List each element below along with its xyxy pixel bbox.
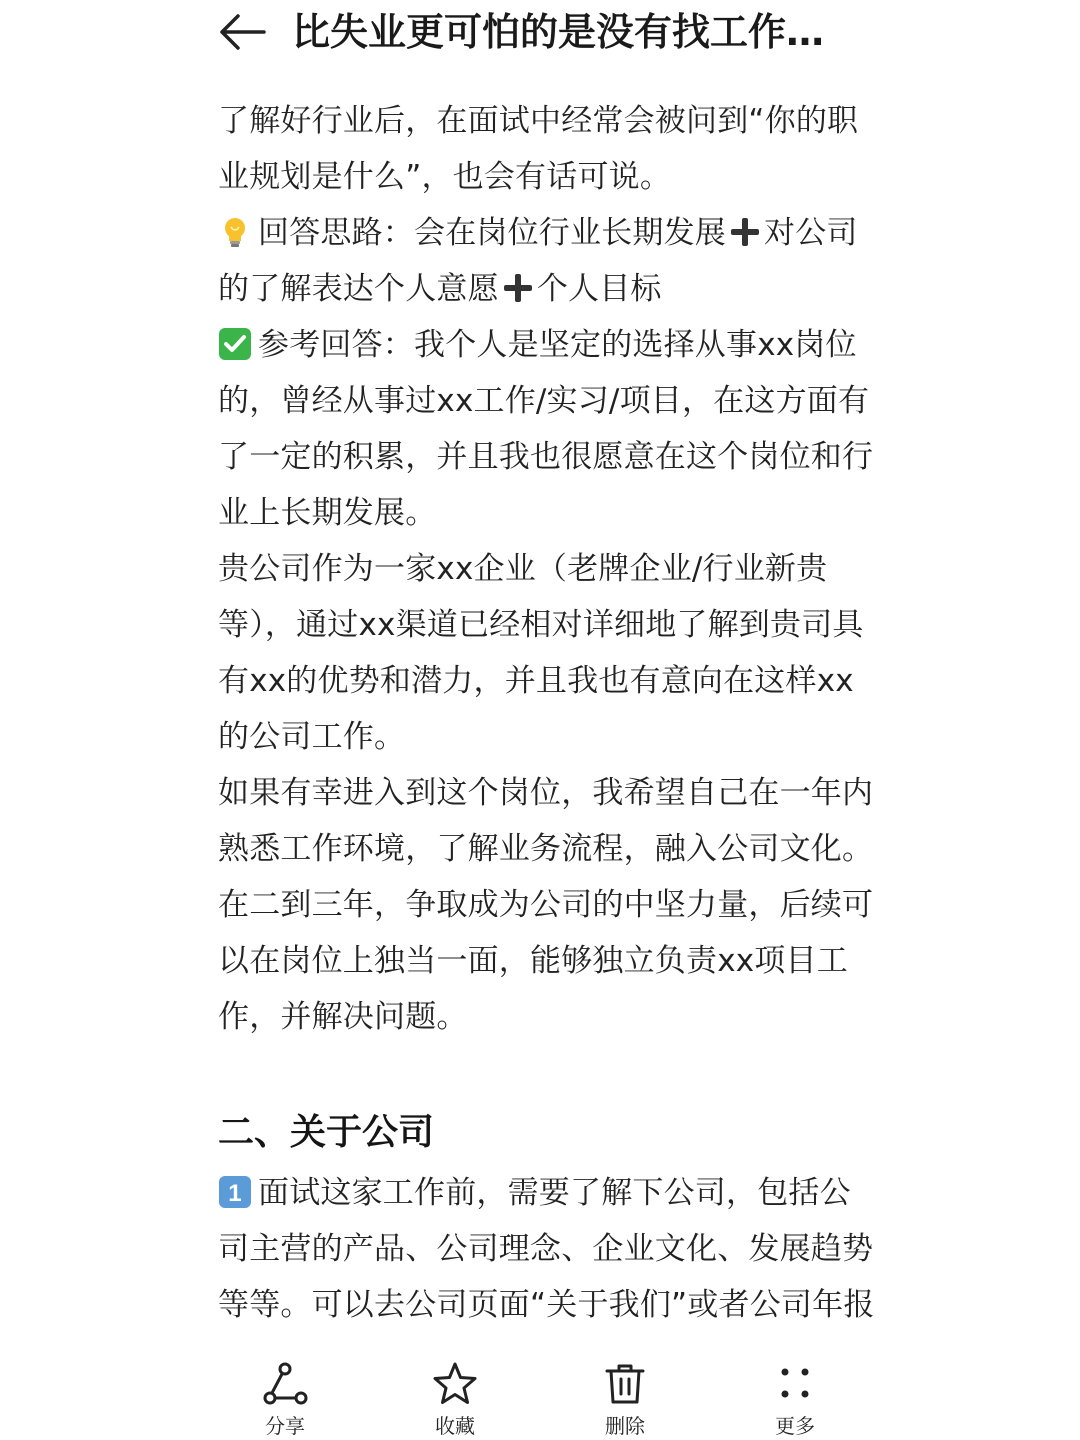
spacer	[218, 1045, 878, 1101]
favorite-button[interactable]	[400, 1360, 510, 1438]
check-mark-icon	[218, 323, 252, 357]
favorite-label: 收藏	[435, 1414, 475, 1438]
note-content	[218, 93, 878, 1340]
back-button[interactable]	[216, 10, 268, 54]
dots-icon	[771, 1360, 819, 1408]
page-title: 比失业更可怕的是没有找工作…	[292, 10, 825, 54]
more-label: 更多	[775, 1414, 815, 1438]
share-label: 分享	[265, 1414, 305, 1438]
star-icon	[431, 1360, 479, 1408]
share-icon	[261, 1360, 309, 1408]
paragraph: 贵公司作为一家xx企业（老牌企业/行业新贵等），通过xx渠道已经相对详细地了解到贵司具有xx的优势和潜力，并且我也有意向在这样xx的公司工作。	[218, 551, 864, 755]
paragraph-answer-approach	[218, 205, 878, 317]
top-bar	[0, 0, 1080, 72]
paragraph-reference-answer	[218, 317, 878, 541]
plus-icon	[503, 273, 533, 303]
answer-approach-text-1: 回答思路：会在岗位行业长期发展	[258, 215, 726, 251]
paragraph: 如果有幸进入到这个岗位，我希望自己在一年内熟悉工作环境，了解业务流程，融入公司文化。在二到三年，争取成为公司的中坚力量，后续可以在岗位上独当一面，能够独立负责xx项目工作，并解决问题。	[218, 775, 874, 1035]
trash-icon	[601, 1360, 649, 1408]
share-button[interactable]	[230, 1360, 340, 1438]
reference-answer-text: 参考回答：我个人是坚定的选择从事xx岗位的，曾经从事过xx工作/实习/项目，在这方面有了一定的积累，并且我也很愿意在这个岗位和行业上长期发展。	[218, 327, 874, 531]
more-button[interactable]	[740, 1360, 850, 1438]
delete-button[interactable]	[570, 1360, 680, 1438]
bottom-action-bar	[0, 1340, 1080, 1440]
answer-approach-text-2: 对公司的了解表达个人意愿	[218, 215, 858, 307]
light-bulb-icon	[218, 211, 252, 245]
arrow-left-icon	[216, 10, 268, 54]
keycap-number: 1	[228, 1180, 242, 1207]
keycap-one-icon	[218, 1171, 252, 1205]
delete-label: 删除	[605, 1414, 645, 1438]
numbered-paragraph-text: 面试这家工作前，需要了解下公司，包括公司主营的产品、公司理念、企业文化、发展趋势等等。可以去公司页面“关于我们”或者公司年报	[218, 1175, 875, 1323]
section-heading: 二、关于公司	[218, 1112, 435, 1153]
answer-approach-text-3: 个人目标	[536, 271, 662, 307]
plus-icon	[730, 217, 760, 247]
paragraph: 了解好行业后，在面试中经常会被问到“你的职业规划是什么”，也会有话可说。	[218, 103, 859, 195]
